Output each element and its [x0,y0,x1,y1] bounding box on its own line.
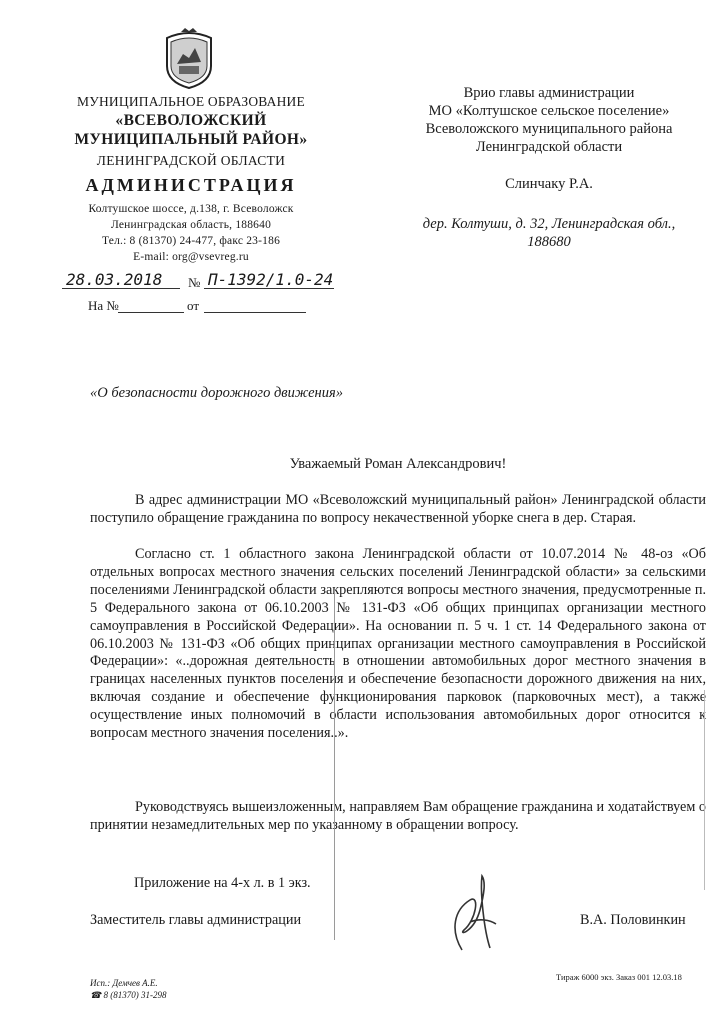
org-line-3: МУНИЦИПАЛЬНЫЙ РАЙОН» [74,131,308,148]
signer-name: В.А. Половинкин [580,912,686,928]
coat-of-arms-icon [163,28,215,90]
recipient-line-1: Врио главы администрации [463,85,635,101]
executor-phone: ☎ 8 (81370) 31-298 [90,990,167,1000]
fold-line-right [704,690,705,890]
recipient-address-1: дер. Колтуши, д. 32, Ленинградская обл., [422,216,676,232]
handwritten-signature [440,870,510,960]
signer-position: Заместитель главы администрации [90,912,302,928]
executor-name: Исп.: Демчев А.Е. [90,978,158,988]
incoming-date-label: от [187,298,200,313]
outgoing-no-label: № [188,275,201,290]
org-line-4: ЛЕНИНГРАДСКОЙ ОБЛАСТИ [96,153,286,168]
org-phone: Тел.: 8 (81370) 24-477, факс 23-186 [101,235,281,247]
subject-line: «О безопасности дорожного движения» [90,385,343,401]
recipient-name: Слинчаку Р.А. [505,176,593,192]
outgoing-registration [62,270,342,294]
org-address-1: Колтушское шоссе, д.138, г. Всеволожск [88,203,294,215]
recipient-line-4: Ленинградской области [475,139,623,155]
recipient-line-3: Всеволожского муниципального района [425,121,673,137]
recipient-address-2: 188680 [527,234,571,250]
incoming-reference [88,298,318,318]
greeting: Уважаемый Роман Александрович! [289,456,507,472]
org-line-2: «ВСЕВОЛОЖСКИЙ [115,112,267,129]
org-email: E-mail: org@vsevreg.ru [133,251,249,263]
org-title: АДМИНИСТРАЦИЯ [85,175,297,195]
org-line-1: МУНИЦИПАЛЬНОЕ ОБРАЗОВАНИЕ [77,94,305,109]
recipient-line-2: МО «Колтушское сельское поселение» [428,103,670,119]
print-run-info: Тираж 6000 экз. Заказ 001 12.03.18 [556,972,682,982]
body-paragraph-2: Согласно ст. 1 областного закона Ленинградской области от 10.07.2014 № 48-оз «Об отдельных вопросах местного значения сельских поселений Ленинградской области» за сельскими поселениями Ленинградской области закрепляются вопросы местного значения, предусмотренные п. 5 Федерального закона от 06.10.2003 № 131-ФЗ «Об общих принципах организации местного самоуправления в Российской Федерации». На основании п. 5 ч. 1 ст. 14 Федерального закона от 06.10.2003 № 131-ФЗ «Об общих принципах организации местного самоуправления в Российской Федерации»: «..дорожная деятельность в отношении автомобильных дорог местного значения в границах населенных пунктов поселения и обеспечение безопасности дорожного движения на них, включая создание и обеспечение функционирования парковок (парковочных мест), а также осуществление иных полномочий в области использования автомобильных дорог относится к вопросам местного значения поселения..». [90,546,706,742]
body-paragraph-3: Руководствуясь вышеизложенным, направляем Вам обращение гражданина и ходатайствуем о принятии незамедлительных мер по указанному в обращении вопросу. [90,799,706,833]
fold-line [334,590,335,940]
body-paragraph-1: В адрес администрации МО «Всеволожский муниципальный район» Ленинградской области поступило обращение гражданина по вопросу некачественной уборке снега в дер. Старая. [90,492,706,526]
attachment-note: Приложение на 4-х л. в 1 экз. [134,875,311,891]
org-address-2: Ленинградская область, 188640 [110,219,272,231]
incoming-no-label: На № [88,298,119,313]
outgoing-number: П-1392/1.0-24 [208,270,334,289]
outgoing-date: 28.03.2018 [66,270,163,289]
